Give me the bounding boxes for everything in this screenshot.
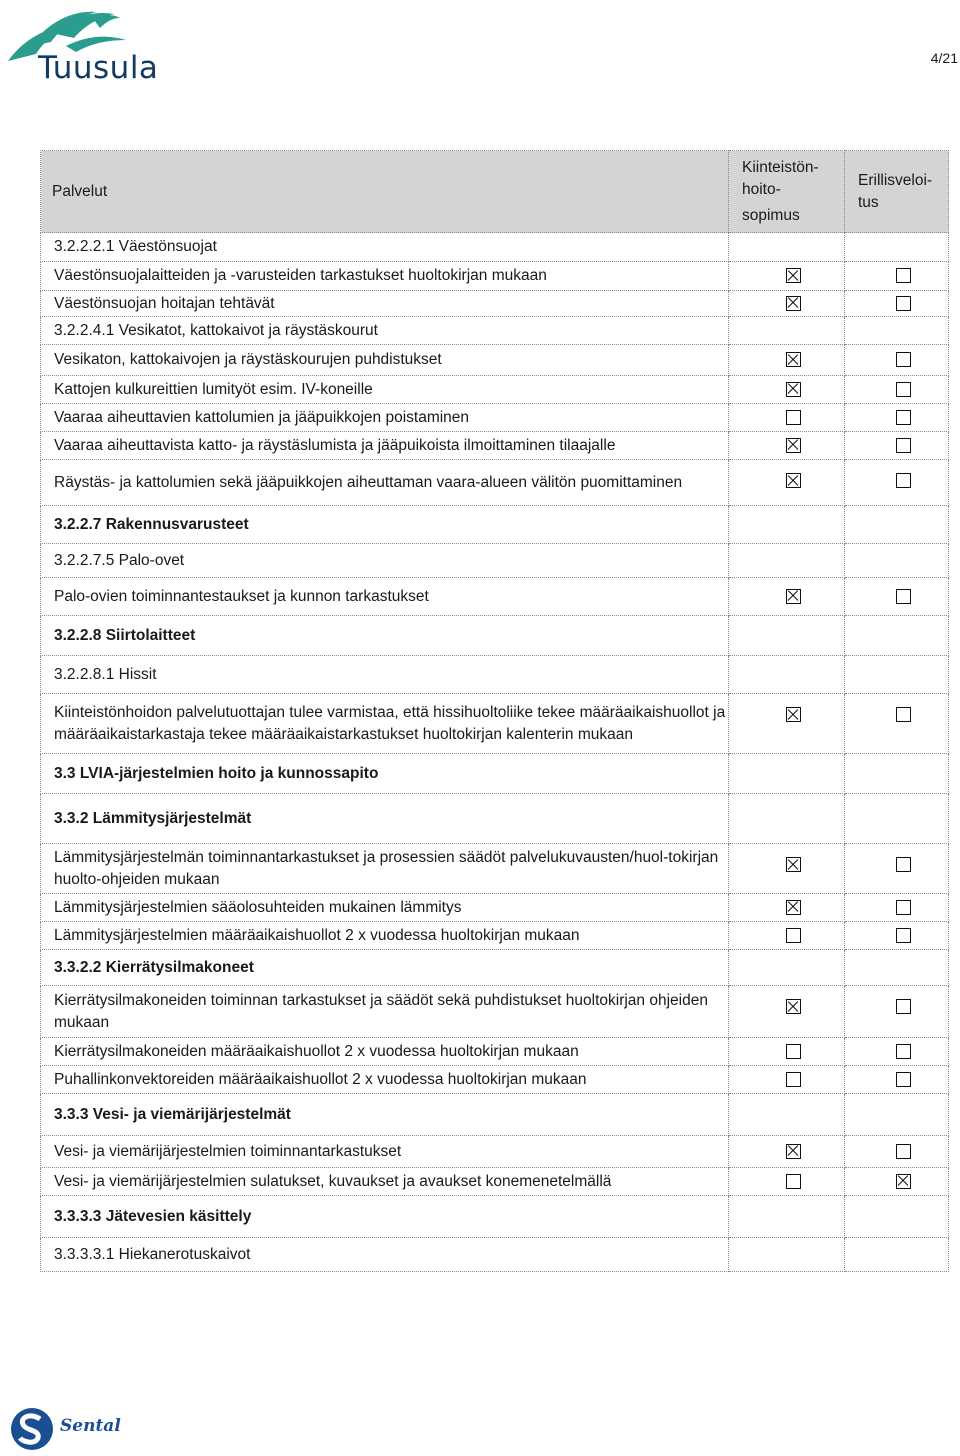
table-row — [41, 1038, 949, 1066]
contract-checkbox-cell — [729, 432, 845, 460]
extra-checkbox-cell — [845, 544, 949, 578]
table-row — [41, 1168, 949, 1196]
contract-checkbox-cell — [729, 844, 845, 894]
contract-checkbox-cell — [729, 233, 845, 262]
contract-checkbox[interactable] — [786, 589, 801, 604]
contract-checkbox-cell — [729, 376, 845, 404]
extra-checkbox-cell — [845, 1168, 949, 1196]
contract-checkbox[interactable] — [786, 1174, 801, 1189]
section-row — [41, 794, 949, 844]
table-row — [41, 894, 949, 922]
extra-checkbox-cell — [845, 1066, 949, 1094]
contract-checkbox[interactable] — [786, 900, 801, 915]
page-number: 4/21 — [930, 50, 958, 66]
header-extra-line: tus — [858, 193, 879, 211]
contract-checkbox-cell — [729, 345, 845, 376]
section-title: 3.2.2.2.1 Väestönsuojat — [41, 233, 729, 262]
extra-checkbox-cell — [845, 794, 949, 844]
header-extra — [845, 151, 949, 233]
service-description: Vaaraa aiheuttavista katto- ja räystäslumista ja jääpuikoista ilmoittaminen tilaajalle — [41, 432, 729, 460]
extra-checkbox[interactable] — [896, 473, 911, 488]
contract-checkbox-cell — [729, 794, 845, 844]
extra-checkbox-cell — [845, 950, 949, 986]
section-title: 3.3.2.2 Kierrätysilmakoneet — [41, 950, 729, 986]
contract-checkbox-cell — [729, 754, 845, 794]
extra-checkbox-cell — [845, 345, 949, 376]
section-title: 3.2.2.8.1 Hissit — [41, 656, 729, 694]
section-row — [41, 317, 949, 345]
contract-checkbox-cell — [729, 694, 845, 754]
contract-checkbox-cell — [729, 544, 845, 578]
extra-checkbox[interactable] — [896, 382, 911, 397]
extra-checkbox-cell — [845, 460, 949, 506]
header-extra-line: Erillisveloi- — [858, 171, 933, 189]
service-description: Lämmitysjärjestelmien sääolosuhteiden mukainen lämmitys — [41, 894, 729, 922]
section-row — [41, 656, 949, 694]
extra-checkbox[interactable] — [896, 1072, 911, 1087]
contract-checkbox[interactable] — [786, 473, 801, 488]
extra-checkbox[interactable] — [896, 410, 911, 425]
service-description: Väestönsuojan hoitajan tehtävät — [41, 291, 729, 317]
table-row — [41, 460, 949, 506]
section-row — [41, 1196, 949, 1238]
contract-checkbox[interactable] — [786, 1072, 801, 1087]
extra-checkbox-cell — [845, 1196, 949, 1238]
extra-checkbox-cell — [845, 376, 949, 404]
extra-checkbox[interactable] — [896, 296, 911, 311]
service-description: Palo-ovien toiminnantestaukset ja kunnon tarkastukset — [41, 578, 729, 616]
table-row — [41, 376, 949, 404]
contract-checkbox[interactable] — [786, 999, 801, 1014]
section-title: 3.2.2.8 Siirtolaitteet — [41, 616, 729, 656]
contract-checkbox-cell — [729, 262, 845, 291]
section-row — [41, 544, 949, 578]
extra-checkbox-cell — [845, 233, 949, 262]
contract-checkbox-cell — [729, 1066, 845, 1094]
contract-checkbox[interactable] — [786, 1144, 801, 1159]
extra-checkbox-cell — [845, 1136, 949, 1168]
section-title: 3.3.3 Vesi- ja viemärijärjestelmät — [41, 1094, 729, 1136]
section-row — [41, 506, 949, 544]
logo-text: Tuusula — [38, 50, 159, 86]
section-title: 3.3.2 Lämmitysjärjestelmät — [41, 794, 729, 844]
header-contract-line: Kiinteistön- — [742, 158, 819, 176]
service-description: Vesi- ja viemärijärjestelmien toiminnantarkastukset — [41, 1136, 729, 1168]
service-description: Väestönsuojalaitteiden ja -varusteiden tarkastukset huoltokirjan mukaan — [41, 262, 729, 291]
table-row — [41, 404, 949, 432]
section-title: 3.3.3.3.1 Hiekanerotuskaivot — [41, 1238, 729, 1272]
extra-checkbox[interactable] — [896, 1144, 911, 1159]
sental-logo-text: Sental — [60, 1416, 121, 1436]
contract-checkbox-cell — [729, 950, 845, 986]
section-title: 3.2.2.7 Rakennusvarusteet — [41, 506, 729, 544]
contract-checkbox[interactable] — [786, 410, 801, 425]
contract-checkbox-cell — [729, 1094, 845, 1136]
contract-checkbox-cell — [729, 1038, 845, 1066]
table-row — [41, 922, 949, 950]
service-description: Kattojen kulkureittien lumityöt esim. IV-koneille — [41, 376, 729, 404]
extra-checkbox[interactable] — [896, 268, 911, 283]
extra-checkbox-cell — [845, 616, 949, 656]
section-row — [41, 754, 949, 794]
extra-checkbox-cell — [845, 986, 949, 1038]
service-description: Puhallinkonvektoreiden määräaikaishuollot 2 x vuodessa huoltokirjan mukaan — [41, 1066, 729, 1094]
contract-checkbox-cell — [729, 1196, 845, 1238]
extra-checkbox-cell — [845, 844, 949, 894]
contract-checkbox-cell — [729, 1238, 845, 1272]
extra-checkbox-cell — [845, 262, 949, 291]
contract-checkbox[interactable] — [786, 268, 801, 283]
service-description: Kierrätysilmakoneiden määräaikaishuollot 2 x vuodessa huoltokirjan mukaan — [41, 1038, 729, 1066]
service-description: Vaaraa aiheuttavien kattolumien ja jääpuikkojen poistaminen — [41, 404, 729, 432]
service-description: Kiinteistönhoidon palvelutuottajan tulee varmistaa, että hissihuoltoliike tekee määräaikaishuollot ja määräaikaistarkastaja tekee määräaikaistarkastukset huoltokirjan kalenterin mukaan — [41, 694, 729, 754]
extra-checkbox-cell — [845, 578, 949, 616]
section-title: 3.3 LVIA-järjestelmien hoito ja kunnossapito — [41, 754, 729, 794]
service-description: Lämmitysjärjestelmän toiminnantarkastukset ja prosessien säädöt palvelukuvausten/huol-tokirjan huolto-ohjeiden mukaan — [41, 844, 729, 894]
contract-checkbox-cell — [729, 1136, 845, 1168]
table-row — [41, 694, 949, 754]
table-row — [41, 291, 949, 317]
contract-checkbox-cell — [729, 460, 845, 506]
header-contract — [729, 151, 845, 233]
extra-checkbox[interactable] — [896, 352, 911, 367]
contract-checkbox-cell — [729, 922, 845, 950]
service-description: Lämmitysjärjestelmien määräaikaishuollot 2 x vuodessa huoltokirjan mukaan — [41, 922, 729, 950]
table-row — [41, 262, 949, 291]
table-row — [41, 844, 949, 894]
extra-checkbox[interactable] — [896, 1044, 911, 1059]
table-row — [41, 1066, 949, 1094]
header-contract-line: sopimus — [742, 206, 800, 224]
extra-checkbox-cell — [845, 404, 949, 432]
table-header-row — [41, 151, 949, 233]
extra-checkbox-cell — [845, 291, 949, 317]
extra-checkbox-cell — [845, 694, 949, 754]
contract-checkbox-cell — [729, 1168, 845, 1196]
contract-checkbox[interactable] — [786, 382, 801, 397]
section-row — [41, 616, 949, 656]
extra-checkbox-cell — [845, 1038, 949, 1066]
section-row — [41, 950, 949, 986]
services-table — [40, 150, 949, 1272]
contract-checkbox[interactable] — [786, 707, 801, 722]
contract-checkbox-cell — [729, 404, 845, 432]
table-row — [41, 578, 949, 616]
header-services: Palvelut — [41, 151, 729, 233]
table-row — [41, 986, 949, 1038]
contract-checkbox-cell — [729, 578, 845, 616]
extra-checkbox-cell — [845, 506, 949, 544]
section-row — [41, 1238, 949, 1272]
extra-checkbox-cell — [845, 922, 949, 950]
section-title: 3.2.2.4.1 Vesikatot, kattokaivot ja räystäskourut — [41, 317, 729, 345]
contract-checkbox-cell — [729, 656, 845, 694]
table-row — [41, 345, 949, 376]
extra-checkbox[interactable] — [896, 1174, 911, 1189]
contract-checkbox-cell — [729, 894, 845, 922]
service-description: Kierrätysilmakoneiden toiminnan tarkastukset ja säädöt sekä puhdistukset huoltokirjan ohjeiden mukaan — [41, 986, 729, 1038]
extra-checkbox[interactable] — [896, 589, 911, 604]
contract-checkbox-cell — [729, 506, 845, 544]
extra-checkbox-cell — [845, 754, 949, 794]
extra-checkbox-cell — [845, 1094, 949, 1136]
extra-checkbox[interactable] — [896, 857, 911, 872]
contract-checkbox-cell — [729, 986, 845, 1038]
section-title: 3.2.2.7.5 Palo-ovet — [41, 544, 729, 578]
contract-checkbox[interactable] — [786, 296, 801, 311]
contract-checkbox[interactable] — [786, 1044, 801, 1059]
extra-checkbox[interactable] — [896, 900, 911, 915]
contract-checkbox-cell — [729, 317, 845, 345]
service-description: Vesi- ja viemärijärjestelmien sulatukset, kuvaukset ja avaukset konemenetelmällä — [41, 1168, 729, 1196]
extra-checkbox-cell — [845, 1238, 949, 1272]
extra-checkbox-cell — [845, 894, 949, 922]
contract-checkbox-cell — [729, 291, 845, 317]
service-description: Räystäs- ja kattolumien sekä jääpuikkojen aiheuttaman vaara-alueen välitön puomittaminen — [41, 460, 729, 506]
extra-checkbox[interactable] — [896, 928, 911, 943]
extra-checkbox-cell — [845, 432, 949, 460]
contract-checkbox[interactable] — [786, 857, 801, 872]
contract-checkbox-cell — [729, 616, 845, 656]
extra-checkbox-cell — [845, 317, 949, 345]
extra-checkbox[interactable] — [896, 707, 911, 722]
header-contract-line: hoito- — [742, 180, 781, 198]
extra-checkbox-cell — [845, 656, 949, 694]
contract-checkbox[interactable] — [786, 438, 801, 453]
contract-checkbox[interactable] — [786, 352, 801, 367]
extra-checkbox[interactable] — [896, 999, 911, 1014]
table-row — [41, 1136, 949, 1168]
extra-checkbox[interactable] — [896, 438, 911, 453]
section-title: 3.3.3.3 Jätevesien käsittely — [41, 1196, 729, 1238]
table-row — [41, 432, 949, 460]
contract-checkbox[interactable] — [786, 928, 801, 943]
section-row — [41, 233, 949, 262]
section-row — [41, 1094, 949, 1136]
service-description: Vesikaton, kattokaivojen ja räystäskourujen puhdistukset — [41, 345, 729, 376]
